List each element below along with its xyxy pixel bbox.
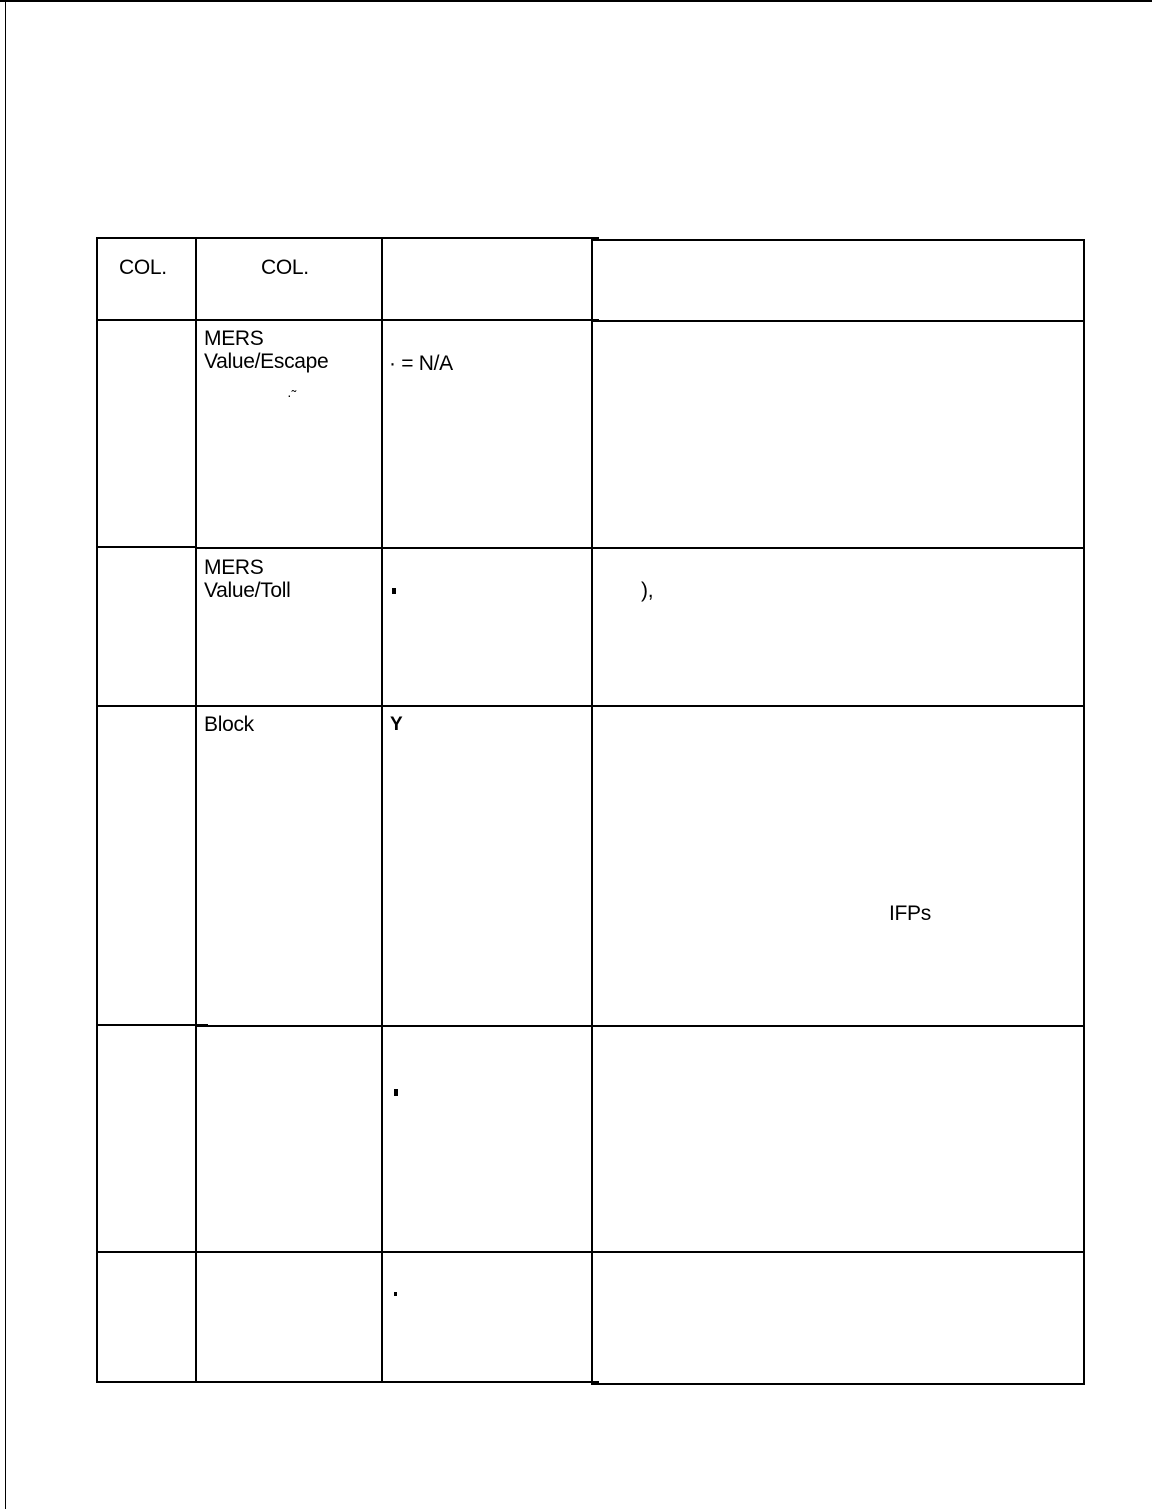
row-3-col-2-line-1: Block	[204, 713, 254, 736]
row-2-bottom-rule	[96, 705, 1085, 707]
row-2-col-4: ),	[641, 579, 654, 602]
row-2-col-2-line-2: Value/Toll	[204, 579, 291, 602]
row-1-bottom-rule-left	[96, 546, 197, 548]
header-col-1-label: COL.	[119, 256, 167, 279]
row-3-col-4: IFPs	[889, 902, 931, 925]
row-1-bottom-rule-right	[195, 547, 1085, 549]
page-top-border	[0, 0, 1152, 2]
row-2-col-3-bullet	[392, 588, 396, 594]
page-left-border	[5, 0, 6, 1509]
row-3-bottom-rule-right	[195, 1025, 1085, 1027]
table-column-divider-3	[591, 237, 593, 1385]
row-4-col-3-bullet	[394, 1089, 398, 1096]
table-border-bottom-right	[591, 1383, 1085, 1385]
table-border-top-right	[591, 239, 1085, 241]
row-1-col-2-mark: ·̃	[287, 387, 292, 403]
table-border-right	[1083, 239, 1085, 1385]
header-bottom-rule-right	[591, 320, 1085, 322]
table-border-left	[96, 237, 98, 1383]
header-col-2-label: COL.	[261, 256, 309, 279]
row-2-col-2-line-1: MERS	[204, 556, 264, 579]
table-column-divider-1	[195, 237, 197, 1383]
row-3-bottom-rule-left	[96, 1024, 208, 1026]
row-1-col-2-line-1: MERS	[204, 327, 264, 350]
header-bottom-rule-left	[96, 319, 599, 321]
table-border-top-left	[96, 237, 599, 239]
table-column-divider-2	[381, 237, 383, 1383]
row-5-col-3-bullet	[394, 1292, 397, 1296]
table-border-bottom-left	[96, 1381, 599, 1383]
row-3-col-3: Y	[390, 714, 403, 735]
row-1-col-3: · = N/A	[389, 352, 453, 375]
row-1-col-2-line-2: Value/Escape	[204, 350, 329, 373]
row-4-bottom-rule	[96, 1251, 1085, 1253]
